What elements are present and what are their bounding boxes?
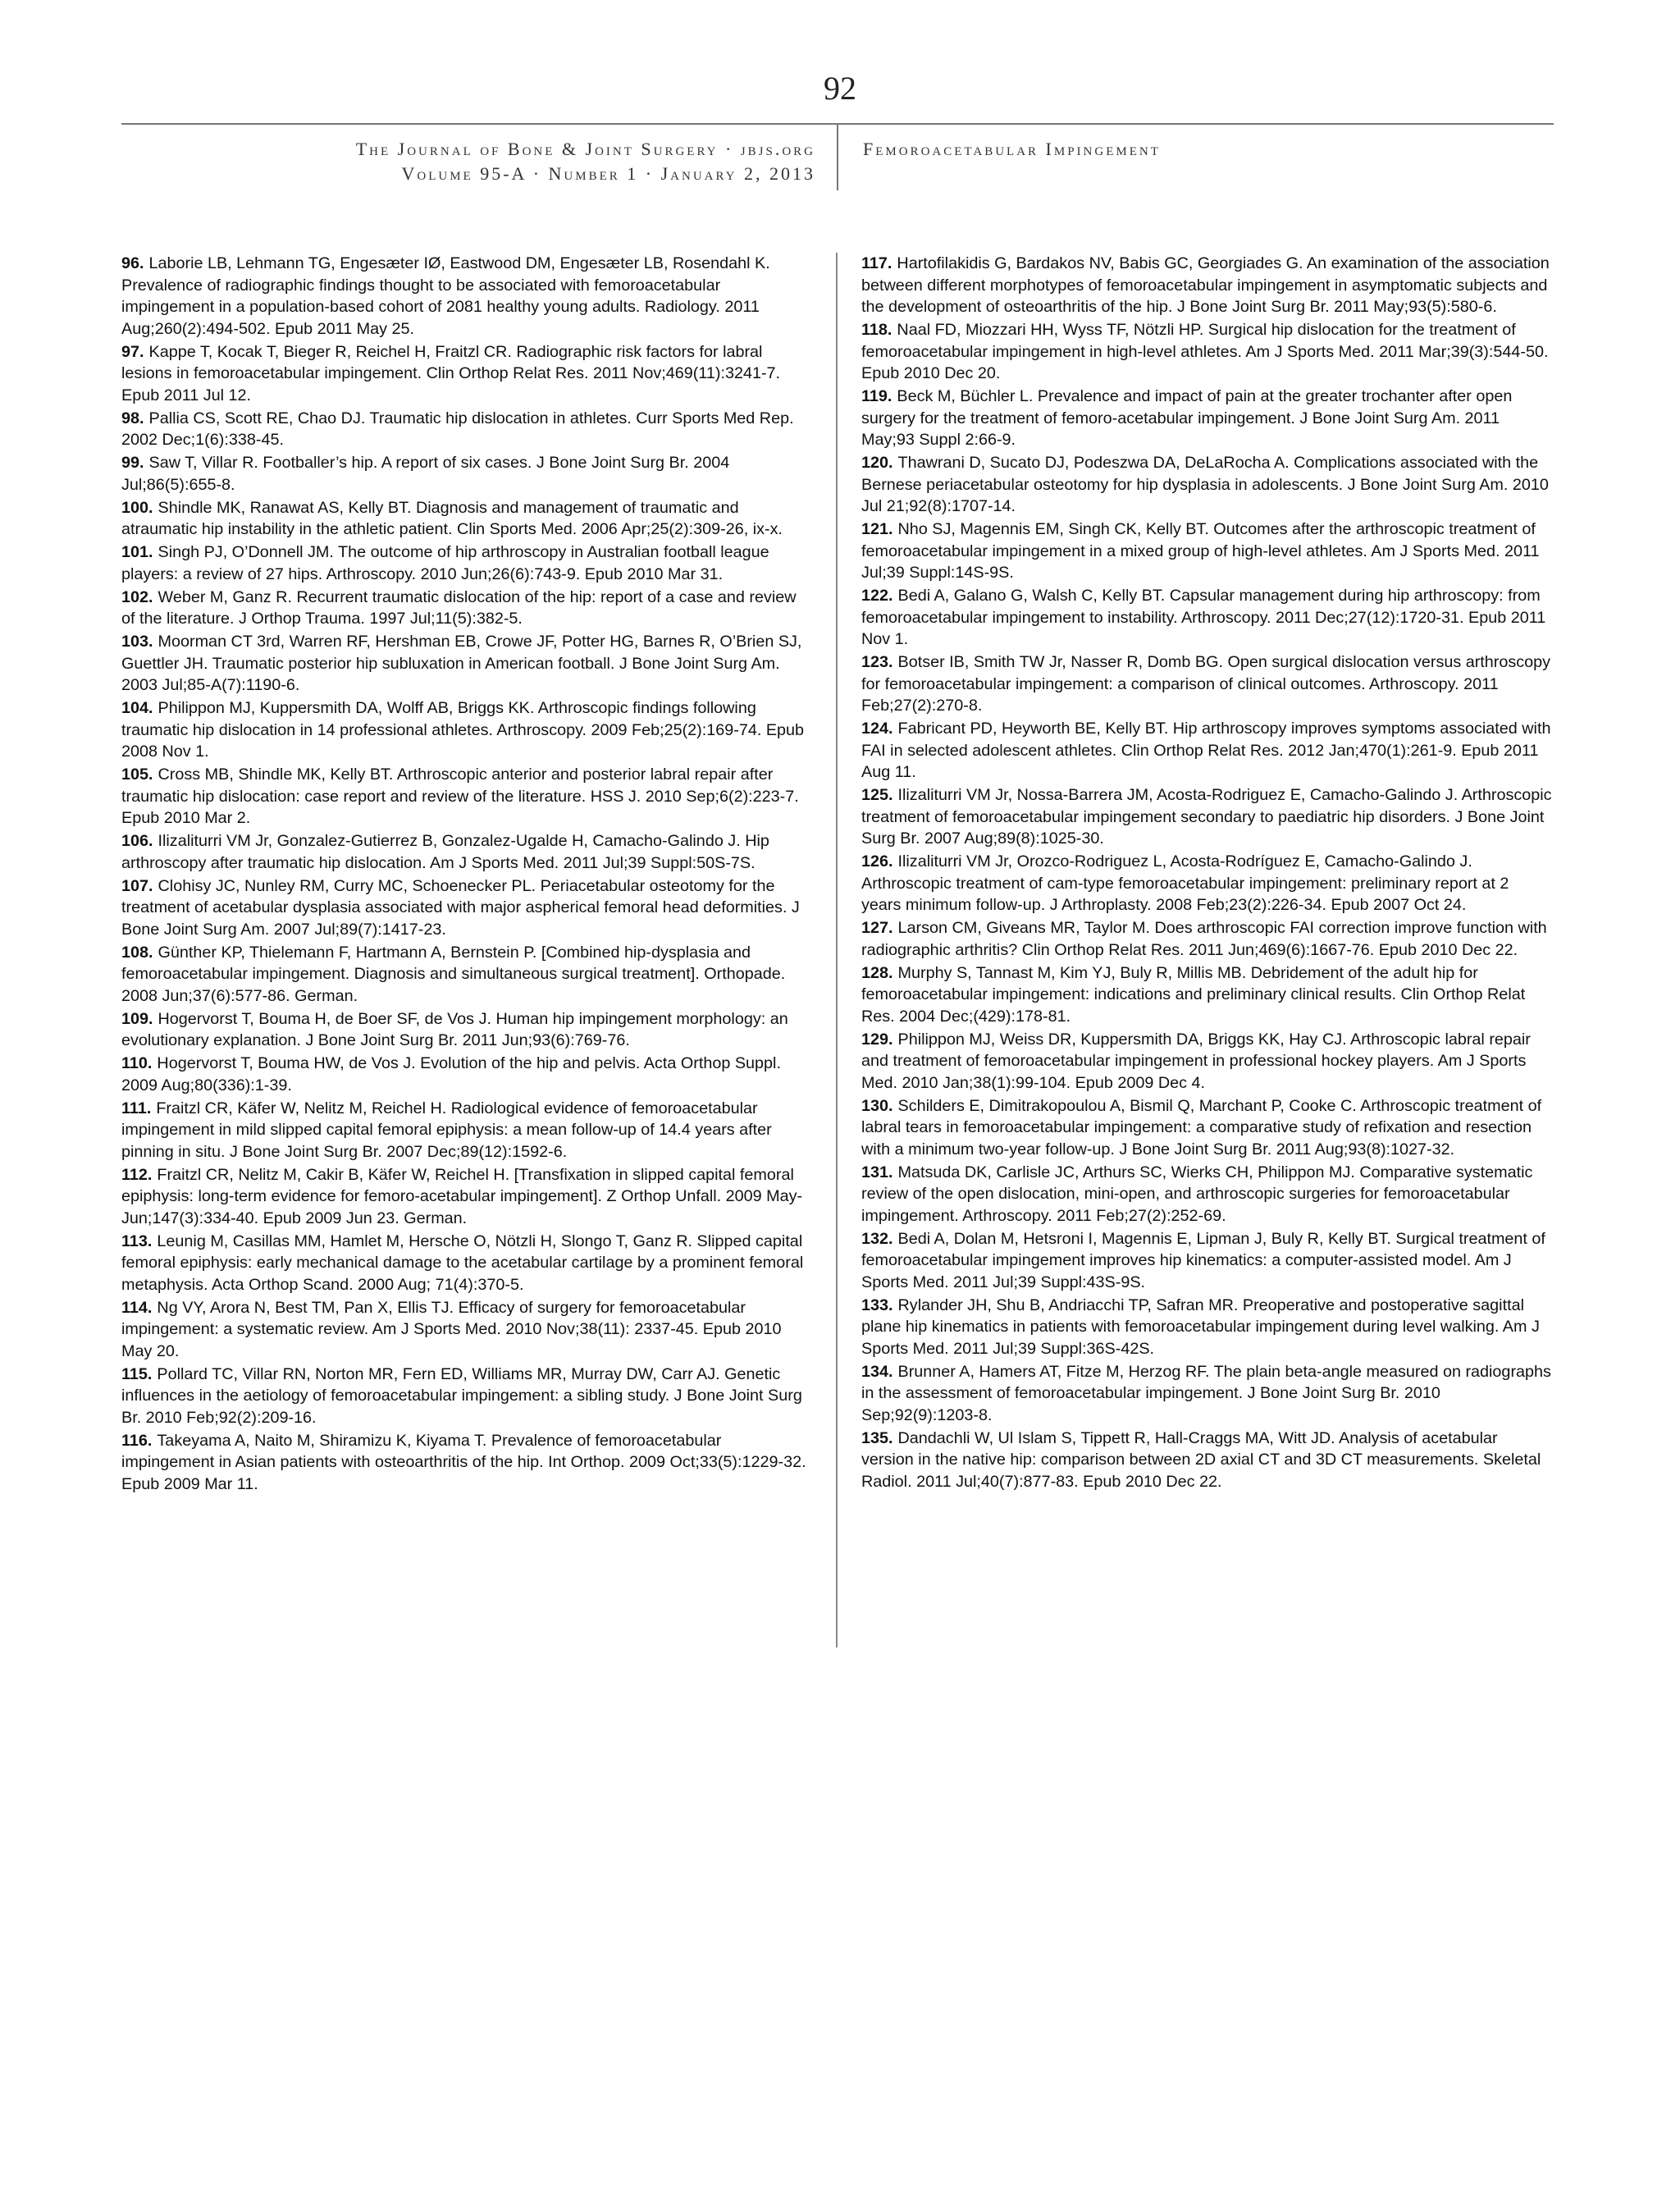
reference-text: Fabricant PD, Heyworth BE, Kelly BT. Hip arthroscopy improves symptoms associated with FAI in selected adolescent athletes. Clin Orthop Relat Res. 2012 Jan;470(1):261-9. Epub 2011 Aug 11. [861, 720, 1551, 781]
reference-item [121, 631, 812, 697]
reference-number: 104. [121, 699, 153, 717]
reference-item [121, 542, 812, 585]
reference-text: Naal FD, Miozzari HH, Wyss TF, Nötzli HP. Surgical hip dislocation for the treatment of femoroacetabular impingement in high-level athletes. Am J Sports Med. 2011 Mar;39(3):544-50. Epub 2010 Dec 20. [861, 321, 1549, 382]
reference-item [121, 408, 812, 451]
reference-text: Moorman CT 3rd, Warren RF, Hershman EB, Crowe JF, Potter HG, Barnes R, O’Brien SJ, Guettler JH. Traumatic posterior hip subluxation in American football. J Bone Joint Surg Am. 2003 Jul;85-A(7):1190-6. [121, 633, 802, 694]
reference-item [861, 917, 1552, 961]
reference-text: Botser IB, Smith TW Jr, Nasser R, Domb BG. Open surgical dislocation versus arthroscopy for femoroacetabular impingement: a comparison of clinical outcomes. Arthroscopy. 2011 Feb;27(2):270-8. [861, 653, 1551, 715]
reference-column-left [121, 253, 812, 1497]
reference-item [861, 651, 1552, 717]
column-divider [836, 253, 838, 1647]
reference-item [861, 585, 1552, 651]
reference-item [121, 1164, 812, 1230]
reference-text: Pollard TC, Villar RN, Norton MR, Fern ED, Williams MR, Murray DW, Carr AJ. Genetic influences in the aetiology of femoroacetabular impingement: a sibling study. J Bone Joint Surg Br. 2010 Feb;92(2):209-16. [121, 1364, 802, 1427]
reference-number: 114. [121, 1298, 153, 1317]
reference-item [861, 718, 1552, 784]
reference-number: 98. [121, 409, 144, 427]
reference-item [121, 830, 812, 874]
reference-number: 124. [861, 720, 893, 738]
reference-number: 123. [861, 653, 893, 671]
reference-item [861, 519, 1552, 584]
reference-text: Murphy S, Tannast M, Kim YJ, Buly R, Millis MB. Debridement of the adult hip for femoroacetabular impingement: indications and preliminary clinical results. Clin Orthop Relat Res. 2004 Dec;(429):178-81. [861, 963, 1526, 1026]
journal-volume: Volume 95-A · Number 1 · January 2, 2013 [401, 163, 815, 184]
reference-number: 127. [861, 919, 893, 937]
reference-item [121, 875, 812, 941]
reference-text: Günther KP, Thielemann F, Hartmann A, Bernstein P. [Combined hip-dysplasia and femoroacetabular impingement. Diagnosis and simultaneous surgical treatment]. Orthopade. 2008 Jun;37(6):577-86. German. [121, 943, 786, 1005]
reference-item [121, 1008, 812, 1052]
reference-text: Rylander JH, Shu B, Andriacchi TP, Safran MR. Preoperative and postoperative sagittal plane hip kinematics in patients with femoroacetabular impingement during level walking. Am J Sports Med. 2011 Jul;39 Suppl:36S-42S. [861, 1295, 1540, 1358]
reference-item [861, 386, 1552, 451]
reference-number: 100. [121, 498, 153, 517]
reference-item [121, 1098, 812, 1163]
reference-text: Philippon MJ, Weiss DR, Kuppersmith DA, Briggs KK, Hay CJ. Arthroscopic labral repair and treatment of femoroacetabular impingement in professional hockey players. Am J Sports Med. 2010 Jan;38(1):99-104. Epub 2009 Dec 4. [861, 1030, 1531, 1092]
reference-number: 128. [861, 963, 893, 982]
reference-item [121, 1297, 812, 1363]
reference-item [861, 962, 1552, 1028]
reference-item [121, 697, 812, 763]
reference-text: Schilders E, Dimitrakopoulou A, Bismil Q, Marchant P, Cooke C. Arthroscopic treatment of labral tears in femoroacetabular impingement: a comparative study of refixation and resection with a minimum two-year follow-up. J Bone Joint Surg Br. 2011 Aug;93(8):1027-32. [861, 1096, 1542, 1158]
reference-number: 122. [861, 587, 893, 605]
reference-text: Leunig M, Casillas MM, Hamlet M, Hersche O, Nötzli H, Slongo T, Ganz R. Slipped capital femoral epiphysis: early mechanical damage to the acetabular cartilage by a prominent femoral metaphysis. Acta Orthop Scand. 2000 Aug; 71(4):370-5. [121, 1232, 804, 1294]
reference-number: 129. [861, 1030, 893, 1049]
reference-number: 131. [861, 1163, 893, 1181]
reference-text: Hogervorst T, Bouma H, de Boer SF, de Vos J. Human hip impingement morphology: an evolutionary explanation. J Bone Joint Surg Br. 2011 Jun;93(6):769-76. [121, 1009, 788, 1049]
reference-item [121, 1364, 812, 1429]
reference-item [121, 497, 812, 541]
reference-text: Matsuda DK, Carlisle JC, Arthurs SC, Wierks CH, Philippon MJ. Comparative systematic review of the open dislocation, mini-open, and arthroscopic surgeries for femoroacetabular impingement. Arthroscopy. 2011 Feb;27(2):252-69. [861, 1163, 1533, 1225]
reference-item [121, 1430, 812, 1496]
reference-item [861, 784, 1552, 850]
reference-text: Nho SJ, Magennis EM, Singh CK, Kelly BT. Outcomes after the arthroscopic treatment of femoroacetabular impingement in a mixed group of high-level athletes. Am J Sports Med. 2011 Jul;39 Suppl:14S-9S. [861, 520, 1540, 582]
reference-item [861, 1228, 1552, 1294]
header-divider [837, 123, 838, 190]
reference-text: Ng VY, Arora N, Best TM, Pan X, Ellis TJ. Efficacy of surgery for femoroacetabular impingement: a systematic review. Am J Sports Med. 2010 Nov;38(11): 2337-45. Epub 2010 May 20. [121, 1298, 782, 1360]
reference-item [121, 1231, 812, 1296]
reference-item [861, 1029, 1552, 1094]
reference-item [121, 452, 812, 496]
reference-number: 118. [861, 321, 892, 339]
reference-text: Ilizaliturri VM Jr, Gonzalez-Gutierrez B, Gonzalez-Ugalde H, Camacho-Galindo J. Hip arthroscopy after traumatic hip dislocation. Am J Sports Med. 2011 Jul;39 Suppl:50S-7S. [121, 832, 769, 872]
reference-text: Fraitzl CR, Nelitz M, Cakir B, Käfer W, Reichel H. [Transfixation in slipped capital femoral epiphysis: long-term evidence for femoro-acetabular impingement]. Z Orthop Unfall. 2009 May-Jun;147(3):334-40. Epub 2009 Jun 23. German. [121, 1165, 803, 1227]
reference-text: Hogervorst T, Bouma HW, de Vos J. Evolution of the hip and pelvis. Acta Orthop Suppl. 2009 Aug;80(336):1-39. [121, 1054, 781, 1094]
reference-text: Ilizaliturri VM Jr, Nossa-Barrera JM, Acosta-Rodriguez E, Camacho-Galindo J. Arthroscopic treatment of femoroacetabular impingement secondary to paediatric hip disorders. J Bone Joint Surg Br. 2007 Aug;89(8):1025-30. [861, 786, 1552, 848]
reference-number: 132. [861, 1229, 893, 1248]
reference-number: 99. [121, 454, 144, 472]
reference-text: Larson CM, Giveans MR, Taylor M. Does arthroscopic FAI correction improve function with radiographic arthritis? Clin Orthop Relat Res. 2011 Jun;469(6):1667-76. Epub 2010 Dec 22. [861, 919, 1547, 959]
reference-number: 109. [121, 1009, 153, 1028]
reference-number: 102. [121, 587, 153, 606]
reference-text: Bedi A, Galano G, Walsh C, Kelly BT. Capsular management during hip arthroscopy: from femoroacetabular impingement to instability. Arthroscopy. 2011 Dec;27(12):1720-31. Epub 2011 Nov 1. [861, 587, 1546, 648]
reference-text: Clohisy JC, Nunley RM, Curry MC, Schoenecker PL. Periacetabular osteotomy for the treatment of acetabular dysplasia associated with major aspherical femoral head deformities. J Bone Joint Surg Am. 2007 Jul;89(7):1417-23. [121, 876, 800, 939]
reference-item [121, 587, 812, 630]
reference-text: Saw T, Villar R. Footballer’s hip. A report of six cases. J Bone Joint Surg Br. 2004 Jul;86(5):655-8. [121, 454, 730, 494]
reference-text: Dandachli W, Ul Islam S, Tippett R, Hall-Craggs MA, Witt JD. Analysis of acetabular version in the native hip: comparison between 2D axial CT and 3D CT measurements. Skeletal Radiol. 2011 Jul;40(7):877-83. Epub 2010 Dec 22. [861, 1428, 1541, 1491]
reference-number: 133. [861, 1295, 893, 1314]
reference-text: Beck M, Büchler L. Prevalence and impact of pain at the greater trochanter after open surgery for the treatment of femoro-acetabular impingement. J Bone Joint Surg Am. 2011 May;93 Suppl 2:66-9. [861, 387, 1513, 449]
reference-item [121, 253, 812, 340]
reference-item [861, 1162, 1552, 1227]
reference-number: 119. [861, 387, 892, 405]
reference-number: 135. [861, 1428, 893, 1447]
reference-number: 126. [861, 852, 893, 871]
reference-number: 130. [861, 1096, 893, 1115]
reference-number: 125. [861, 786, 893, 804]
reference-text: Thawrani D, Sucato DJ, Podeszwa DA, DeLaRocha A. Complications associated with the Bernese periacetabular osteotomy for hip dysplasia in adolescents. J Bone Joint Surg Am. 2010 Jul 21;92(8):1707-14. [861, 454, 1549, 515]
reference-text: Bedi A, Dolan M, Hetsroni I, Magennis E, Lipman J, Buly R, Kelly BT. Surgical treatment of femoroacetabular impingement improves hip kinematics: a computer-assisted model. Am J Sports Med. 2011 Jul;39 Suppl:43S-9S. [861, 1229, 1545, 1291]
reference-number: 106. [121, 832, 153, 850]
reference-text: Cross MB, Shindle MK, Kelly BT. Arthroscopic anterior and posterior labral repair after traumatic hip dislocation: case report and review of the literature. HSS J. 2010 Sep;6(2):223-7. Epub 2010 Mar 2. [121, 765, 799, 827]
reference-text: Kappe T, Kocak T, Bieger R, Reichel H, Fraitzl CR. Radiographic risk factors for labral lesions in femoroacetabular impingement. Clin Orthop Relat Res. 2011 Nov;469(11):3241-7. Epub 2011 Jul 12. [121, 342, 781, 404]
reference-number: 112. [121, 1165, 153, 1184]
reference-item [121, 1053, 812, 1096]
reference-text: Weber M, Ganz R. Recurrent traumatic dislocation of the hip: report of a case and review of the literature. J Orthop Trauma. 1997 Jul;11(5):382-5. [121, 587, 797, 628]
reference-number: 96. [121, 254, 144, 272]
reference-item [861, 1361, 1552, 1427]
reference-number: 101. [121, 543, 153, 561]
reference-item [861, 319, 1552, 385]
reference-number: 105. [121, 765, 153, 784]
reference-number: 111. [121, 1099, 152, 1117]
reference-number: 117. [861, 254, 892, 272]
reference-column-right [861, 253, 1552, 1494]
reference-number: 108. [121, 943, 153, 962]
reference-item [121, 341, 812, 407]
reference-text: Ilizaliturri VM Jr, Orozco-Rodriguez L, Acosta-Rodríguez E, Camacho-Galindo J. Arthroscopic treatment of cam-type femoroacetabular impingement: preliminary report at 2 years minimum follow-up. J Arthroplasty. 2008 Feb;23(2):226-34. Epub 2007 Oct 24. [861, 852, 1509, 914]
reference-number: 110. [121, 1054, 153, 1072]
reference-number: 120. [861, 454, 893, 472]
reference-text: Philippon MJ, Kuppersmith DA, Wolff AB, Briggs KK. Arthroscopic findings following traumatic hip dislocation in 14 professional athletes. Arthroscopy. 2009 Feb;25(2):169-74. Epub 2008 Nov 1. [121, 699, 805, 761]
journal-header [121, 138, 815, 185]
reference-text: Fraitzl CR, Käfer W, Nelitz M, Reichel H. Radiological evidence of femoroacetabular impingement in mild slipped capital femoral epiphysis: a mean follow-up of 14.4 years after pinning in situ. J Bone Joint Surg Br. 2007 Dec;89(12):1592-6. [121, 1099, 772, 1161]
reference-item [121, 764, 812, 829]
reference-item [861, 851, 1552, 916]
reference-number: 113. [121, 1232, 153, 1250]
reference-number: 107. [121, 876, 153, 895]
reference-number: 121. [861, 520, 893, 538]
reference-item [861, 452, 1552, 518]
reference-number: 134. [861, 1362, 893, 1381]
reference-text: Brunner A, Hamers AT, Fitze M, Herzog RF. The plain beta-angle measured on radiographs in the assessment of femoroacetabular impingement. J Bone Joint Surg Br. 2010 Sep;92(9):1203-8. [861, 1362, 1551, 1424]
section-title: Femoroacetabular Impingement [863, 139, 1161, 159]
reference-text: Pallia CS, Scott RE, Chao DJ. Traumatic hip dislocation in athletes. Curr Sports Med Rep. 2002 Dec;1(6):338-45. [121, 409, 794, 449]
reference-item [861, 1095, 1552, 1161]
reference-item [861, 1428, 1552, 1493]
page-number: 92 [824, 70, 856, 107]
reference-item [861, 1295, 1552, 1360]
reference-number: 103. [121, 633, 153, 651]
reference-item [121, 942, 812, 1008]
reference-text: Singh PJ, O’Donnell JM. The outcome of hip arthroscopy in Australian football league players: a review of 27 hips. Arthroscopy. 2010 Jun;26(6):743-9. Epub 2010 Mar 31. [121, 543, 769, 583]
reference-number: 97. [121, 342, 144, 361]
reference-item [861, 253, 1552, 318]
journal-title: The Journal of Bone & Joint Surgery · jbjs.org [355, 139, 815, 159]
reference-number: 115. [121, 1364, 153, 1383]
reference-number: 116. [121, 1431, 153, 1450]
reference-text: Takeyama A, Naito M, Shiramizu K, Kiyama T. Prevalence of femoroacetabular impingement in Asian patients with osteoarthritis of the hip. Int Orthop. 2009 Oct;33(5):1229-32. Epub 2009 Mar 11. [121, 1431, 806, 1493]
reference-text: Shindle MK, Ranawat AS, Kelly BT. Diagnosis and management of traumatic and atraumatic hip instability in the athletic patient. Clin Sports Med. 2006 Apr;25(2):309-26, ix-x. [121, 498, 783, 538]
reference-text: Laborie LB, Lehmann TG, Engesæter IØ, Eastwood DM, Engesæter LB, Rosendahl K. Prevalence of radiographic findings thought to be associated with femoroacetabular impingement in a population-based cohort of 2081 healthy young adults. Radiology. 2011 Aug;260(2):494-502. Epub 2011 May 25. [121, 254, 770, 338]
reference-text: Hartofilakidis G, Bardakos NV, Babis GC, Georgiades G. An examination of the association between different morphotypes of femoroacetabular impingement in asymptomatic subjects and the development of osteoarthritis of the hip. J Bone Joint Surg Br. 2011 May;93(5):580-6. [861, 254, 1550, 316]
